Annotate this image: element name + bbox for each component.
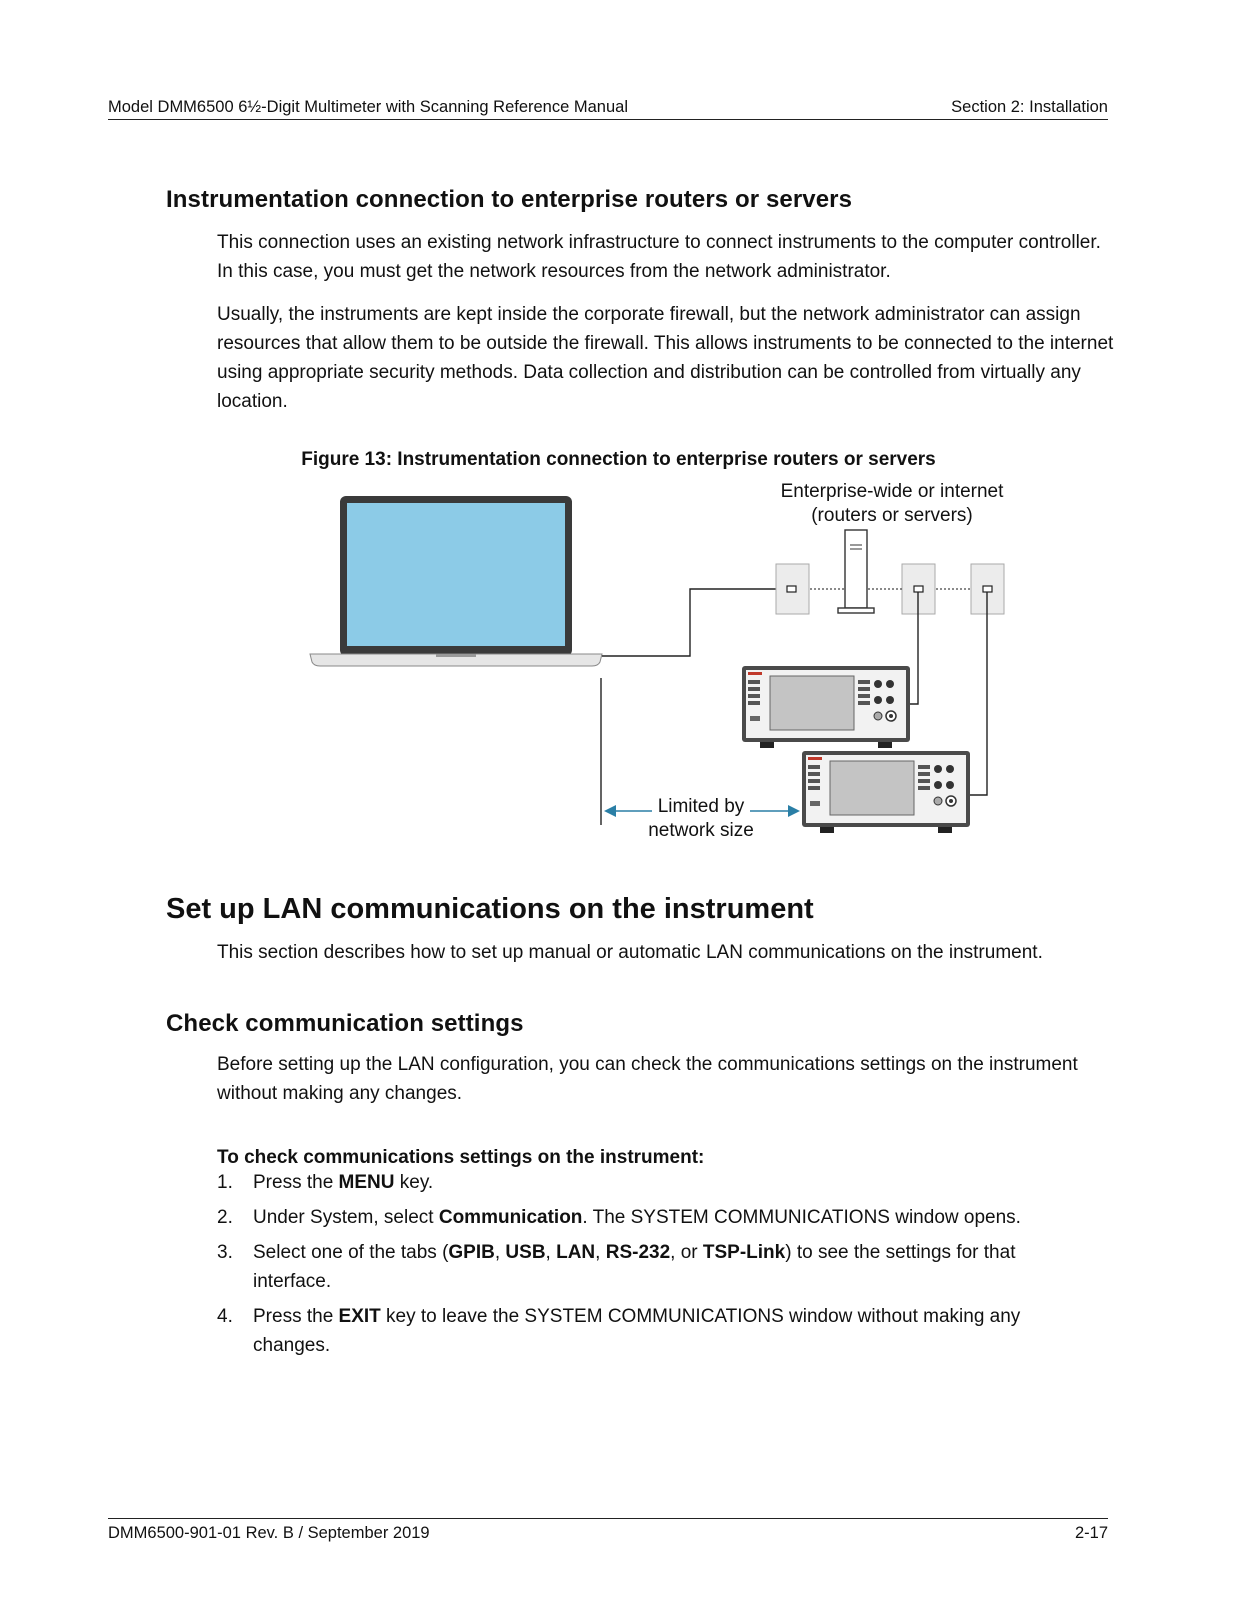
- footer-docnum: DMM6500-901-01 Rev. B / September 2019: [108, 1524, 430, 1542]
- page-footer: [108, 1518, 1108, 1543]
- separator: ,: [494, 1242, 506, 1263]
- step-number: 3.: [217, 1242, 233, 1263]
- label-limited-line2: network size: [648, 820, 754, 841]
- paragraph-check: Before setting up the LAN configuration, you can check the communications settings on the instrument without making any changes.: [217, 1054, 1078, 1104]
- paragraph-enterprise-2: Usually, the instruments are kept inside the corporate firewall, but the network administrator can assign resources that allow them to be outside the firewall. This allows instruments to be connected to the internet using appropriate security methods. Data collection and distribution can be controlled from virtually any location.: [217, 304, 1114, 412]
- step-text: key to leave the SYSTEM COMMUNICATIONS window without making any changes.: [253, 1306, 1021, 1356]
- key-name: MENU: [338, 1172, 395, 1193]
- label-limited-line1: Limited by: [657, 796, 745, 817]
- page-header: [108, 98, 1108, 120]
- step-text: . The SYSTEM COMMUNICATIONS window opens.: [582, 1207, 1021, 1228]
- step-2: [217, 1203, 1097, 1232]
- step-text: Press the: [253, 1306, 339, 1327]
- step-text: key.: [394, 1172, 434, 1193]
- instrument-2: [802, 751, 970, 833]
- menu-name: Communication: [438, 1207, 583, 1228]
- arrow-left: [604, 805, 616, 817]
- step-text: Under System, select: [253, 1207, 439, 1228]
- tab-name: LAN: [556, 1242, 596, 1263]
- separator: ,: [545, 1242, 557, 1263]
- cable-laptop: [602, 589, 790, 656]
- label-enterprise-line1: Enterprise-wide or internet: [780, 481, 1004, 502]
- step-4: [217, 1302, 1097, 1360]
- tab-name: GPIB: [448, 1242, 495, 1263]
- section-title-lan: Set up LAN communications on the instrument: [166, 893, 814, 925]
- network-figure: [0, 470, 1237, 850]
- cable-instrument-2: [968, 592, 987, 795]
- page-number: 2-17: [1074, 1524, 1108, 1542]
- step-number: 2.: [217, 1207, 233, 1228]
- section-title-check: Check communication settings: [166, 1010, 524, 1037]
- step-text: Press the: [253, 1172, 339, 1193]
- step-text: Select one of the tabs (: [253, 1242, 449, 1263]
- server-tower: [845, 530, 867, 608]
- step-number: 4.: [217, 1306, 233, 1327]
- procedure-title: To check communications settings on the instrument:: [217, 1147, 705, 1168]
- header-title: Model DMM6500 6½-Digit Multimeter with Scanning Reference Manual: [108, 98, 628, 116]
- figure-caption: Figure 13: Instrumentation connection to enterprise routers or servers: [301, 449, 936, 470]
- tab-name: TSP-Link: [702, 1242, 786, 1263]
- separator: ,: [595, 1242, 606, 1263]
- instrument-1: [742, 666, 910, 748]
- paragraph-lan: This section describes how to set up manual or automatic LAN communications on the instrument.: [217, 942, 1043, 963]
- tab-name: RS-232: [605, 1242, 671, 1263]
- section-title-enterprise: Instrumentation connection to enterprise routers or servers: [166, 186, 853, 213]
- step-1: [217, 1168, 1097, 1197]
- label-enterprise-line2: (routers or servers): [811, 505, 973, 526]
- procedure-steps: [217, 1168, 1097, 1366]
- key-name: EXIT: [338, 1306, 381, 1327]
- step-3: [217, 1238, 1097, 1296]
- separator: , or: [670, 1242, 703, 1263]
- paragraph-enterprise-1: This connection uses an existing network infrastructure to connect instruments to the computer controller. In this case, you must get the network resources from the network administrator.: [217, 232, 1101, 282]
- laptop-screen: [347, 503, 565, 646]
- step-number: 1.: [217, 1172, 233, 1193]
- tab-name: USB: [505, 1242, 546, 1263]
- header-section: Section 2: Installation: [951, 98, 1108, 116]
- step-text: ) to see the settings for that interface.: [253, 1242, 1016, 1292]
- arrow-right: [788, 805, 800, 817]
